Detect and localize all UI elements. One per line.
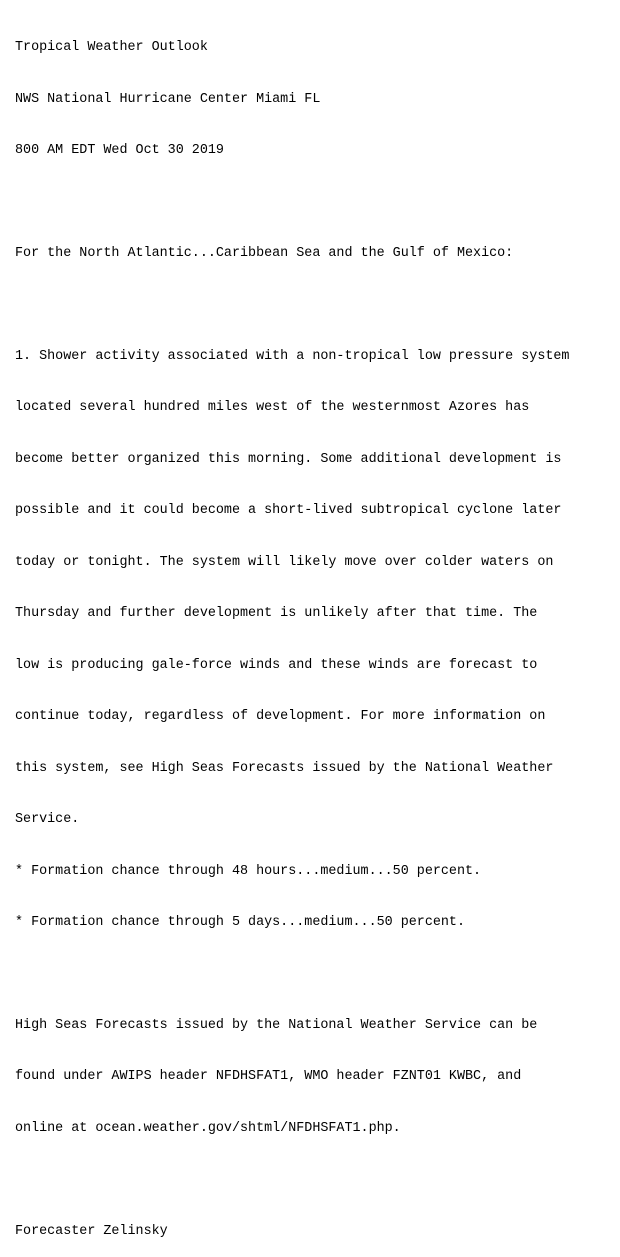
outlook-document xyxy=(15,5,615,1257)
item1-line: 1. Shower activity associated with a non-tropical low pressure system xyxy=(15,349,570,365)
item1-line: Thursday and further development is unlikely after that time. The xyxy=(15,606,538,622)
blank-line xyxy=(15,297,615,314)
document-title: Tropical Weather Outlook xyxy=(15,40,208,56)
blank-line xyxy=(15,194,615,211)
formation-chance-5d: * Formation chance through 5 days...medium...50 percent. xyxy=(15,915,465,931)
high-seas-line: online at ocean.weather.gov/shtml/NFDHSFAT1.php. xyxy=(15,1120,401,1136)
item1-line: today or tonight. The system will likely move over colder waters on xyxy=(15,554,554,570)
blank-line xyxy=(15,1171,615,1188)
issue-time: 800 AM EDT Wed Oct 30 2019 xyxy=(15,143,224,159)
high-seas-line: High Seas Forecasts issued by the National Weather Service can be xyxy=(15,1017,538,1033)
issuing-office: NWS National Hurricane Center Miami FL xyxy=(15,91,321,107)
item1-line: possible and it could become a short-lived subtropical cyclone later xyxy=(15,503,562,519)
forecaster-signature: Forecaster Zelinsky xyxy=(15,1223,168,1239)
item1-line: become better organized this morning. Some additional development is xyxy=(15,451,562,467)
item1-line: low is producing gale-force winds and these winds are forecast to xyxy=(15,657,538,673)
formation-chance-48h: * Formation chance through 48 hours...medium...50 percent. xyxy=(15,863,482,879)
item1-line: this system, see High Seas Forecasts issued by the National Weather xyxy=(15,760,554,776)
item1-line: Service. xyxy=(15,812,80,828)
blank-line xyxy=(15,965,615,982)
high-seas-line: found under AWIPS header NFDHSFAT1, WMO header FZNT01 KWBC, and xyxy=(15,1069,522,1085)
item1-line: located several hundred miles west of the westernmost Azores has xyxy=(15,400,530,416)
item1-line: continue today, regardless of development. For more information on xyxy=(15,709,546,725)
region-line: For the North Atlantic...Caribbean Sea and the Gulf of Mexico: xyxy=(15,246,514,262)
